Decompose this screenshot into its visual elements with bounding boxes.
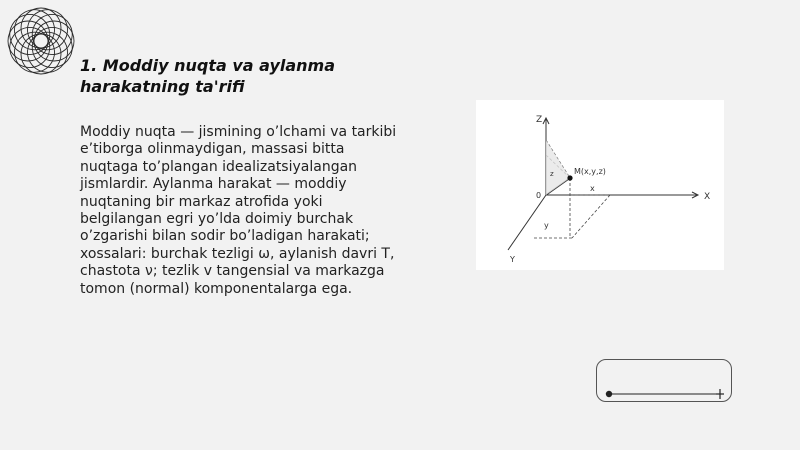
- rosette-logo-icon: [4, 4, 78, 78]
- slide-title-line-2: harakatning ta'rifi: [80, 77, 245, 96]
- x-coordinate-label: x: [590, 184, 595, 193]
- media-progress-slider[interactable]: [596, 359, 732, 402]
- y-axis-line: [508, 195, 546, 250]
- z-coordinate-label: z: [550, 170, 554, 178]
- z-axis-label: Z: [536, 115, 543, 125]
- slide-body-text: Moddiy nuqta — jismining o’lchami va tarkibi e’tiborga olinmaydigan, massasi bitta nuqtaga to’plangan idealizatsiyalangan jismlardir. Aylanma harakat — moddiy nuqtaning bir markaz atrofida yoki belgilangan egri yo’lda doimiy burchak o’zgarishi bilan sodir bo’ladigan harakati; xossalari: burchak tezligi ω, aylanish davri T, chastota ν; tezlik v tangensial va markazga tomon (normal) komponentalarga ega.: [80, 124, 397, 297]
- x-axis-label: X: [704, 192, 711, 202]
- y-axis-label: Y: [510, 255, 515, 264]
- slide-title: [80, 55, 400, 97]
- point-m-marker: [567, 175, 572, 180]
- slider-start-knob: [606, 391, 612, 397]
- origin-label: 0: [536, 191, 542, 200]
- coordinate-diagram: [476, 100, 724, 270]
- slide-title-line-1: 1. Moddiy nuqta va aylanma: [80, 56, 336, 75]
- y-coordinate-label: y: [544, 221, 549, 230]
- point-m-label: M(x,y,z): [574, 167, 606, 176]
